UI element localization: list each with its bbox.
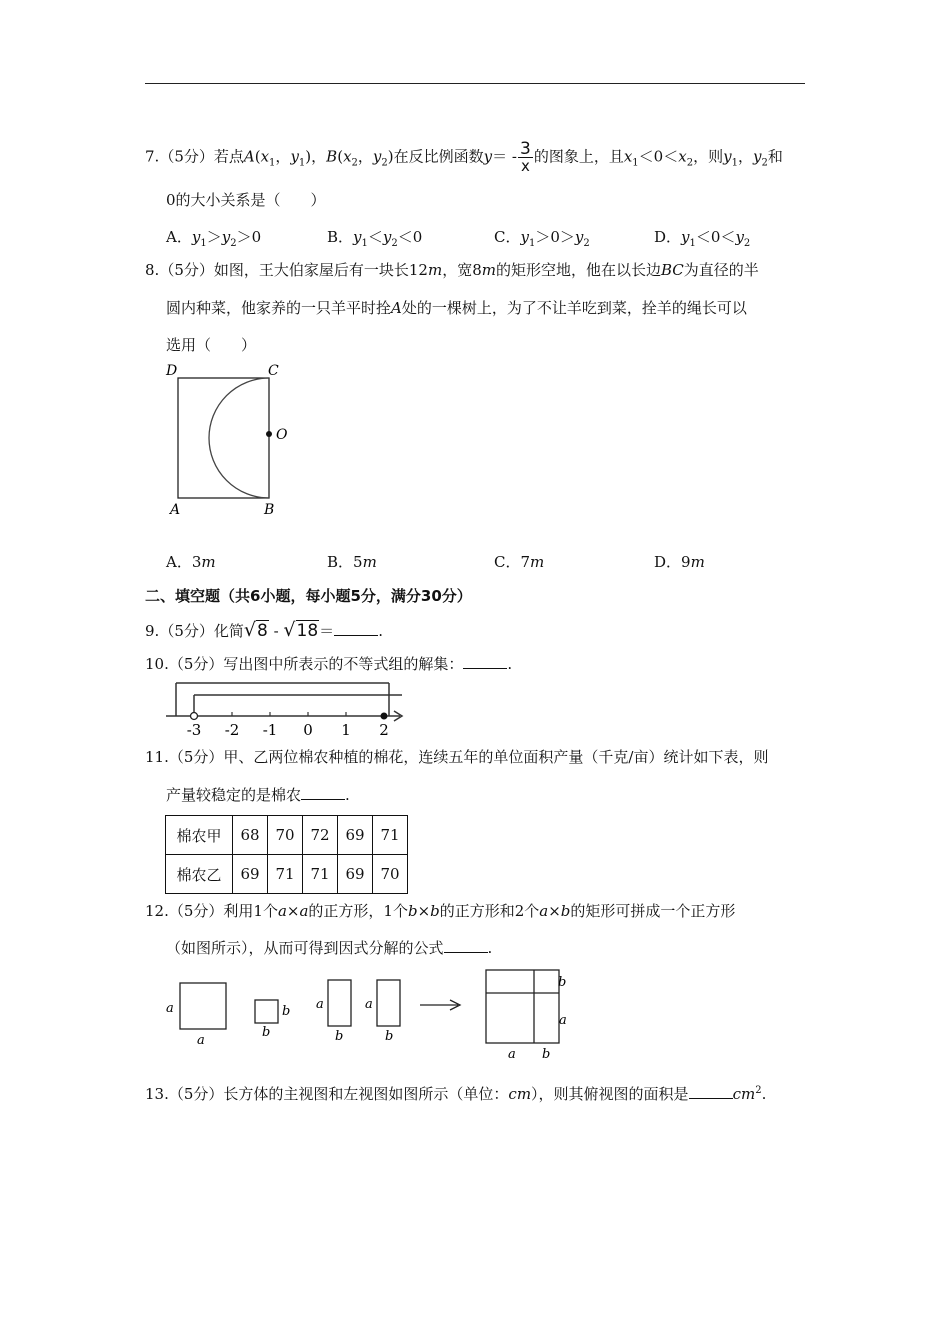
label-b: b — [558, 975, 567, 990]
question-10: 10.（5分）写出图中所表示的不等式组的解集： . — [145, 655, 513, 673]
label-b: b — [282, 1004, 291, 1019]
table-cell: 71 — [268, 855, 303, 894]
answer-blank[interactable] — [301, 785, 345, 800]
label-c: C — [268, 363, 279, 379]
q8-option-a[interactable]: A．3m — [166, 553, 216, 571]
question-12-line-2: （如图所示），从而可得到因式分解的公式 . — [166, 939, 493, 957]
table-cell: 69 — [338, 816, 373, 855]
answer-blank[interactable] — [463, 654, 507, 669]
answer-blank[interactable] — [689, 1084, 733, 1099]
table-cell: 70 — [373, 855, 408, 894]
q8-option-d[interactable]: D．9m — [654, 553, 705, 571]
label-a: a — [197, 1033, 205, 1048]
answer-blank[interactable] — [444, 938, 488, 953]
open-point — [191, 713, 198, 720]
header-rule — [145, 83, 805, 84]
q8-option-b[interactable]: B．5m — [327, 553, 377, 571]
label-a: a — [559, 1013, 567, 1028]
tick-label: -3 — [186, 721, 202, 739]
cotton-yield-table — [165, 815, 408, 894]
closed-point — [381, 713, 388, 720]
q8-option-c[interactable]: C．7m — [494, 553, 545, 571]
table-row — [166, 816, 408, 855]
question-7-line-1: 7.（5分）若点$A(x_1$，$y_1$)，$B(x_2$，$y_2$)在反比例函数y＝ - $\frac{3}{x}$ 的图象上，且$x_1<0<x_2$，则$y_1$，$y_2$和 — [145, 139, 783, 175]
table-cell: 71 — [373, 816, 408, 855]
tick-label: 2 — [379, 721, 389, 739]
table-cell: 70 — [268, 816, 303, 855]
section-2-heading: 二、填空题（共6小题，每小题5分，满分30分） — [145, 587, 472, 605]
label-b: b — [385, 1029, 394, 1044]
tick-label: -1 — [262, 721, 278, 739]
q7-option-a[interactable]: A．$y_1>y_2>0$ — [166, 228, 262, 249]
table-cell: 69 — [233, 855, 268, 894]
label-b: b — [262, 1025, 271, 1040]
label-b: b — [335, 1029, 344, 1044]
q8-figure-rectangle-semicircle — [160, 360, 300, 522]
label-d: D — [166, 363, 178, 379]
row-header: 棉农乙 — [166, 855, 233, 894]
table-cell: 69 — [338, 855, 373, 894]
question-8-line-2: 圆内种菜，他家养的一只羊平时拴A处的一棵树上，为了不让羊吃到菜，拴羊的绳长可以 — [166, 299, 747, 317]
tick-label: -2 — [224, 721, 240, 739]
question-11-line-1: 11.（5分）甲、乙两位棉农种植的棉花，连续五年的单位面积产量（千克/亩）统计如下表，则 — [145, 748, 769, 766]
table-cell: 68 — [233, 816, 268, 855]
number-line-figure — [164, 678, 410, 740]
fraction-3-over-x: $\frac{3}{x}$ — [519, 139, 531, 175]
question-11-line-2: 产量较稳定的是棉农 . — [166, 786, 350, 804]
table-row — [166, 855, 408, 894]
label-a: a — [508, 1047, 516, 1062]
label-a: a — [316, 997, 324, 1012]
label-o: O — [276, 427, 288, 443]
question-12-line-1: 12.（5分）利用1个a×a的正方形，1个b×b的正方形和2个a×b的矩形可拼成一个正方形 — [145, 902, 736, 920]
label-b: B — [264, 502, 275, 518]
tick-label: 0 — [303, 721, 313, 739]
table-cell: 71 — [303, 855, 338, 894]
question-8-line-1: 8.（5分）如图，王大伯家屋后有一块长12m，宽8m的矩形空地，他在以长边BC为直径的半 — [145, 261, 759, 279]
label-a: a — [166, 1001, 174, 1016]
answer-blank[interactable] — [334, 621, 378, 636]
sqrt-8: √8 — [243, 619, 268, 641]
q7-option-b[interactable]: B．$y_1<y_2<0$ — [327, 228, 423, 249]
question-9: 9.（5分）化简√8 - √18＝ . — [145, 619, 383, 641]
question-13: 13.（5分）长方体的主视图和左视图如图所示（单位：cm），则其俯视图的面积是 $cm^2$. — [145, 1085, 767, 1103]
row-header: 棉农甲 — [166, 816, 233, 855]
label-a: A — [170, 502, 181, 518]
tick-label: 1 — [341, 721, 351, 739]
sqrt-18: √18 — [283, 619, 319, 641]
question-8-line-3: 选用（ ） — [166, 336, 257, 354]
square-composition-figure — [160, 962, 580, 1062]
q7-option-c[interactable]: C．$y_1>0>y_2$ — [494, 228, 590, 249]
table-cell: 72 — [303, 816, 338, 855]
q7-option-d[interactable]: D．$y_1<0<y_2$ — [654, 228, 751, 249]
label-b: b — [542, 1047, 551, 1062]
question-7-line-2: 0的大小关系是（ ） — [166, 191, 326, 209]
label-a: a — [365, 997, 373, 1012]
